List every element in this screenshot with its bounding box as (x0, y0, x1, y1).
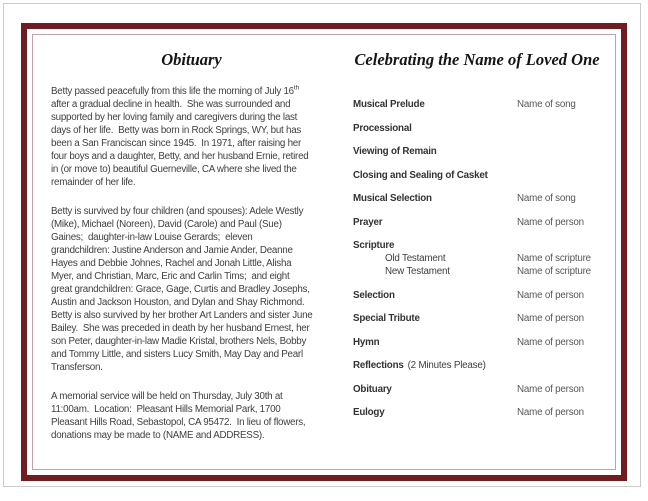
text-line: great grandchildren: Grace, Gage, Curtis and Bradley Josephs, (51, 284, 310, 295)
service-item-viewing-of-remain (353, 145, 601, 158)
service-item-label: Viewing of Remain (353, 146, 437, 157)
text-line: A memorial service will be held on Thursday, July 30th at (51, 391, 283, 402)
service-item-label: Old Testament (385, 253, 446, 264)
text-line: Betty passed peacefully from this life the morning of July 16th (51, 84, 300, 97)
text-line: Gaines; daughter-in-law Louise Gerards; eleven (51, 232, 253, 243)
text-line: supported by her loving family and caregivers during the last (51, 112, 298, 123)
text-line: Betty is also survived by her brother Art Landers and sister June (51, 310, 313, 321)
obituary-text (51, 85, 332, 442)
dotted-leader (387, 336, 510, 349)
order-of-service-list (353, 98, 601, 419)
dotted-leader (428, 312, 510, 325)
text-line: Hayes and Debbie Johnes, Rachel and Jonah Little, Alisha (51, 258, 292, 269)
obituary-title: Obituary (161, 50, 222, 69)
service-item-value: Name of scripture (517, 253, 591, 264)
dotted-leader (440, 192, 510, 205)
dotted-leader (433, 98, 510, 111)
service-item-new-testament (385, 265, 601, 278)
text-line: 11:00am. Location: Pleasant Hills Memorial Park, 1700 (51, 404, 281, 415)
text-line: Bailey. She was preceded in death by her husband Ernest, her (51, 323, 310, 334)
text-line: son Peter, daughter-in-law Madie Kristal, brothers Nels, Bobby (51, 336, 307, 347)
text-line: been a San Franciscan since 1945. In 1971, after raising her (51, 138, 301, 149)
service-item-prayer (353, 216, 601, 229)
program-page (3, 3, 641, 487)
maroon-border-frame (21, 23, 627, 481)
dotted-leader (453, 252, 510, 265)
service-item-label: Eulogy (353, 407, 385, 418)
service-item-label: Obituary (353, 383, 392, 395)
text-line: (Mike), Michael (Noreen), David (Carole) and Paul (Sue) (51, 219, 282, 230)
service-item-eulogy (353, 406, 601, 419)
text-line: remainder of her life. (51, 177, 136, 188)
service-item-value: Name of person (517, 383, 584, 395)
text-line: Betty is survived by four children (and spouses): Adele Westly (51, 206, 304, 217)
service-item-old-testament (385, 252, 601, 265)
service-item-value: Name of person (517, 407, 584, 418)
service-item-value: Name of song (517, 99, 576, 110)
service-item-value: Name of person (517, 216, 584, 228)
service-item-label: Musical Selection (353, 193, 432, 204)
service-item-label: Closing and Sealing of Casket (353, 169, 488, 181)
page-content (33, 35, 615, 469)
text-line: after a gradual decline in health. She was surrounded and (51, 99, 291, 110)
obituary-paragraph (51, 205, 332, 374)
service-item-scripture (353, 239, 601, 252)
service-item-processional (353, 122, 601, 135)
dotted-leader (403, 289, 510, 302)
service-item-obituary (353, 383, 601, 396)
dotted-leader (392, 406, 510, 419)
dotted-leader (390, 216, 510, 229)
service-item-label: Hymn (353, 336, 380, 348)
service-item-label: Processional (353, 122, 412, 134)
text-line: Austin and Jackson Houston, and Dylan and Shay Richmond. (51, 297, 305, 308)
service-item-note: (2 Minutes Please) (407, 360, 486, 371)
service-item-reflections (353, 359, 601, 372)
inner-border-frame (32, 34, 616, 470)
superscript-ordinal: th (293, 84, 300, 92)
service-item-musical-selection (353, 192, 601, 205)
text-line: Transferson. (51, 362, 103, 373)
order-of-service-column (332, 47, 603, 469)
obituary-column (51, 47, 332, 469)
service-item-musical-prelude (353, 98, 601, 111)
service-item-label: Special Tribute (353, 313, 420, 324)
service-item-label: Prayer (353, 216, 383, 228)
text-line: in (or move to) beautiful Guerneville, CA where she lived the (51, 164, 297, 175)
text-line: Myer, and Christian, Marc, Eric and Carlin Tims; and eight (51, 271, 290, 282)
service-title: Celebrating the Name of Loved One (354, 50, 600, 69)
service-item-special-tribute (353, 312, 601, 325)
service-item-label: Musical Prelude (353, 99, 425, 110)
service-item-label: New Testament (385, 266, 450, 277)
text-line: donations may be made to (NAME and ADDRESS). (51, 430, 265, 441)
dotted-leader (400, 383, 510, 396)
text-line: and Tommy Little, and sisters Lucy Smith, May Day and Pearl (51, 349, 303, 360)
text-line: Pleasant Hills Road, Sebastopol, CA 95472. In lieu of flowers, (51, 417, 306, 428)
service-item-value: Name of person (517, 289, 584, 301)
service-item-group-scripture (353, 239, 601, 278)
service-item-label: Selection (353, 289, 395, 301)
obituary-paragraph (51, 85, 332, 189)
service-item-value: Name of song (517, 193, 576, 204)
service-item-value: Name of person (517, 336, 584, 348)
service-item-value: Name of scripture (517, 266, 591, 277)
text-line: four boys and a daughter, Betty, and her husband Ernie, retired (51, 151, 309, 162)
service-item-selection (353, 289, 601, 302)
service-item-hymn (353, 336, 601, 349)
dotted-leader (458, 265, 510, 278)
obituary-paragraph (51, 390, 332, 442)
text-line: grandchildren: Justine Anderson and Jamie Ander, Deanne (51, 245, 293, 256)
service-item-value: Name of person (517, 313, 584, 324)
text-line: days of her life. Betty was born in Rock Springs, WY, but has (51, 125, 302, 136)
service-item-label: Scripture (353, 240, 395, 251)
service-item-closing-and-sealing-of-casket (353, 169, 601, 182)
service-item-label: Reflections (353, 360, 404, 371)
